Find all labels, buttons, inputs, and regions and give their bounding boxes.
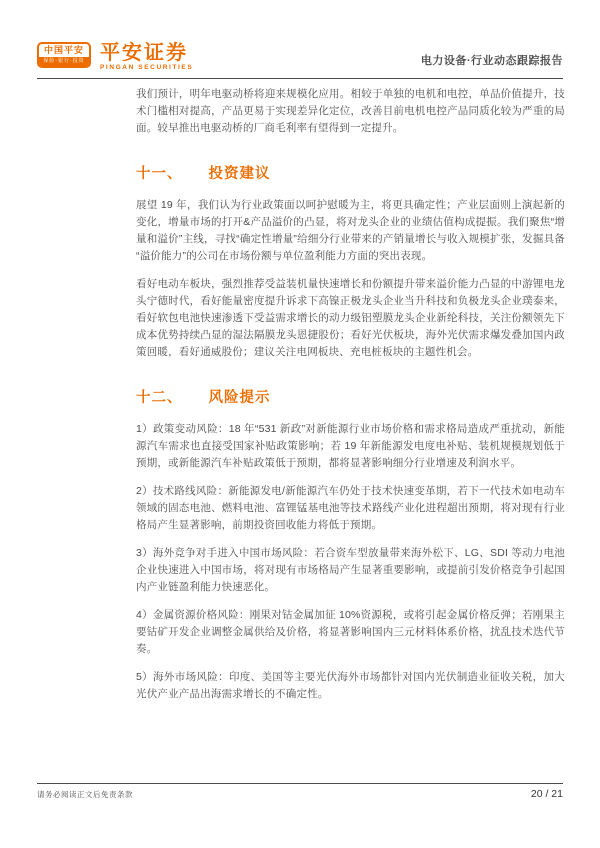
section-heading-risk-notice (136, 386, 565, 407)
risk-item: 4）金属资源价格风险：刚果对钴金属加征 10%资源税，或将引起金属价格反弹；若刚果主要钴矿开发企业调整金属供给及价格，将显著影响国内三元材料体系价格，扰乱技术迭代节奏。 (136, 609, 565, 655)
risk-item: 1）政策变动风险：18 年“531 新政”对新能源行业市场价格和需求格局造成严重扰动，新能源汽车需求也直接受国家补贴政策影响；若 19 年新能源发电度电补贴、装机规模规划低于预期，或新能源汽车补贴政策低于预期，都将显著影响细分行业增速及利润水平。 (136, 423, 565, 469)
badge-bottom-text: 保险·银行·投资 (39, 57, 89, 66)
disclaimer-text: 请务必阅读正文后免责条款 (37, 790, 133, 799)
pingan-logo (37, 42, 193, 71)
risk-item: 5）海外市场风险：印度、美国等主要光伏海外市场都针对国内光伏制造业征收关税，加大光伏产业产品出海需求增长的不确定性。 (136, 671, 565, 700)
investment-paragraph: 展望 19 年，我们认为行业政策面以呵护慰暖为主，将更具确定性；产业层面则上演起新的变化，增量市场的打开&产品溢价的凸显，将对龙头企业的业绩估值构成提振。我们聚焦“增量和溢价”主线，寻找“确定性增量”给细分行业带来的产销量增长与收入规模扩张，发掘具备“溢价能力”的公司在市场份额与单位盈利能力方面的突出表现。 (136, 199, 565, 262)
badge-top-text: 中国平安 (43, 45, 84, 55)
page-footer (37, 783, 563, 800)
risk-item: 2）技术路线风险：新能源发电/新能源汽车仍处于技术快速变革期，若下一代技术如电动车领域的固态电池、燃料电池、富锂锰基电池等技术路线产业化进程超出预期，将对现有行业格局产生显著影响，前期投资回收能力将低于预期。 (136, 485, 565, 531)
header-divider (37, 78, 563, 79)
section-number: 十二、 (136, 390, 183, 406)
brand-name-en: PINGAN SECURITIES (100, 64, 194, 71)
brand-name-cn: 平安证券 (100, 40, 188, 64)
section-heading-investment-advice (136, 162, 565, 183)
pingan-badge-icon (37, 42, 91, 68)
footer-divider (37, 783, 563, 784)
brand-wordmark (100, 42, 193, 71)
section-title: 投资建议 (208, 166, 271, 182)
section-number: 十一、 (136, 166, 183, 182)
section-title: 风险提示 (208, 390, 271, 406)
page-number: 20 / 21 (530, 788, 563, 800)
page-header (37, 42, 563, 71)
report-body (136, 86, 565, 714)
investment-paragraph: 看好电动车板块，强烈推荐受益装机量快速增长和份额提升带来溢价能力凸显的中游锂电龙头宁德时代，看好能量密度提升诉求下高镍正极龙头企业当升科技和负极龙头企业璞泰来，看好软包电池快速渗透下受益需求增长的动力级铝塑膜龙头企业新纶科技，关注份额领先下成本优势持续凸显的湿法隔膜龙头恩捷股份；看好光伏板块，海外光伏需求爆发叠加国内政策回暖，看好通威股份；建议关注电网板块、充电桩板块的主题性机会。 (136, 278, 565, 358)
report-type-label: 电力设备·行业动态跟踪报告 (420, 55, 563, 67)
intro-paragraph: 我们预计，明年电驱动桥将迎来规模化应用。相较于单独的电机和电控，单品价值提升，技术门槛相对提高，产品更易于实现差异化定位，改善目前电机电控产品同质化较为严重的局面。较早推出电驱动桥的厂商毛利率有望得到一定提升。 (136, 88, 565, 134)
risk-item: 3）海外竞争对手进入中国市场风险：若合资车型放量带来海外松下、LG、SDI 等动力电池企业快速进入中国市场，将对现有市场格局产生显著重要影响，或提前引发价格竞争引起国内产业链盈利能力快速恶化。 (136, 547, 565, 593)
